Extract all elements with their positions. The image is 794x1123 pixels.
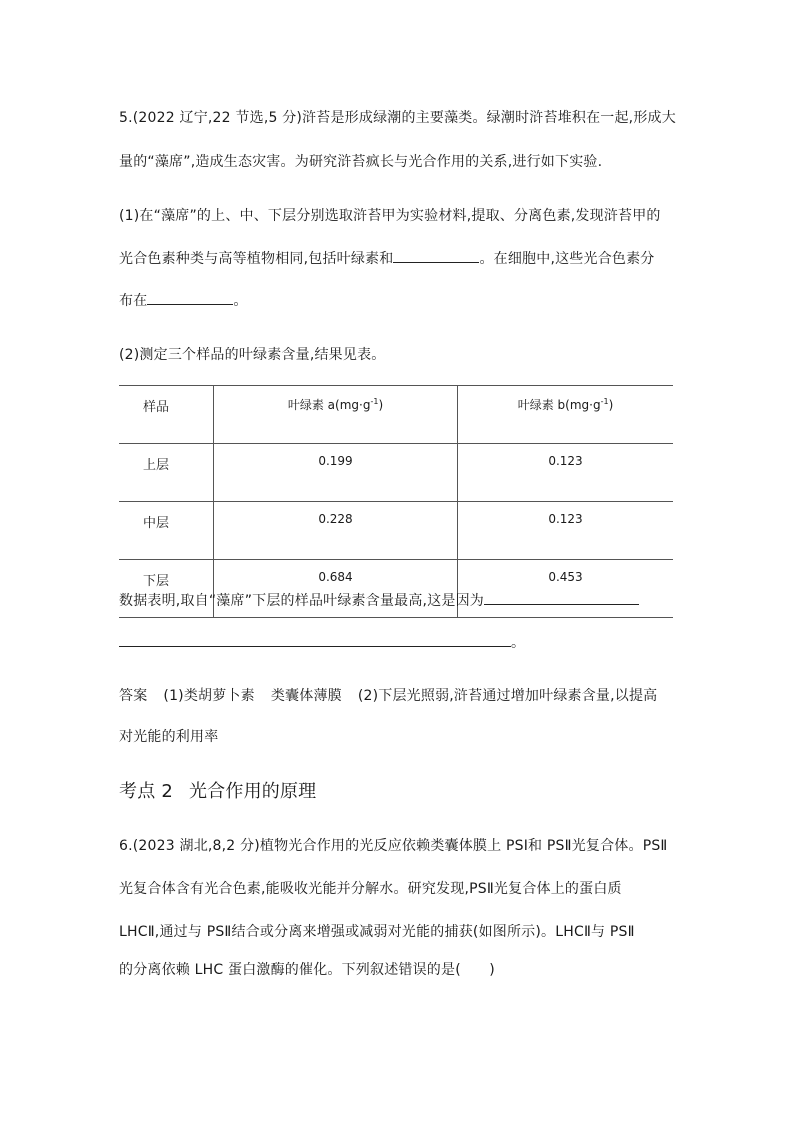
answer-blank-pigment[interactable] <box>393 248 479 263</box>
section-label: 考点 2 <box>119 781 173 802</box>
answer-line-1 <box>119 686 657 706</box>
answer-line-2: 对光能的利用率 <box>119 729 219 745</box>
q5-part1-line-2 <box>119 248 655 269</box>
section-heading <box>119 780 316 804</box>
answer-blank-reason-1[interactable] <box>484 590 639 605</box>
q5-part1-line-1: (1)在“藻席”的上、中、下层分别选取浒苔甲为实验材料,提取、分离色素,发现浒苔甲的 <box>119 208 661 224</box>
table-header-chl-b <box>458 386 674 444</box>
table-header-row <box>119 386 673 444</box>
q5-part2-line: (2)测定三个样品的叶绿素含量,结果见表。 <box>119 347 386 363</box>
table-cell: 下层 <box>143 574 170 589</box>
q6-line-2: 光复合体含有光合色素,能吸收光能并分解水。研究发现,PSⅡ光复合体上的蛋白质 <box>119 881 622 897</box>
table-cell: 0.123 <box>548 512 583 526</box>
q5-after-table-end: 。 <box>511 635 526 651</box>
unit-sup-a: -1 <box>370 397 379 406</box>
unit-close-a: ) <box>378 398 384 412</box>
q5-part1-text-a: 光合色素种类与高等植物相同,包括叶绿素和 <box>119 251 394 267</box>
table-cell: 0.453 <box>548 570 583 584</box>
answer-blank-reason-2[interactable] <box>119 632 511 647</box>
section-title: 光合作用的原理 <box>188 781 317 802</box>
chlorophyll-table <box>119 385 673 618</box>
table-cell: 0.228 <box>214 502 458 560</box>
table-header-chl-a <box>214 386 458 444</box>
table-cell: 0.684 <box>214 560 458 618</box>
answer-part-3: (2)下层光照弱,浒苔通过增加叶绿素含量,以提高 <box>357 688 658 704</box>
table-cell: 上层 <box>143 458 170 473</box>
q5-part1-text-c: 布在 <box>119 293 148 309</box>
q6-line-3: LHCⅡ,通过与 PSⅡ结合或分离来增强或减弱对光能的捕获(如图所示)。LHCⅡ与 PSⅡ <box>119 924 635 940</box>
answer-part-1: (1)类胡萝卜素 <box>163 688 255 704</box>
unit-sup-b: -1 <box>600 397 609 406</box>
answer-label: 答案 <box>119 688 148 704</box>
table-row <box>119 444 673 502</box>
q5-after-table-line-2 <box>119 632 525 653</box>
table-header-chl-a-label: 叶绿素 a(mg·g <box>287 398 371 412</box>
q5-part1-text-b: 。在细胞中,这些光合色素分 <box>479 251 655 267</box>
table-cell: 0.199 <box>214 444 458 502</box>
table-cell: 中层 <box>143 516 170 531</box>
table-cell: 0.123 <box>548 454 583 468</box>
q5-after-table-line-1 <box>119 590 639 611</box>
q5-line-2: 量的“藻席”,造成生态灾害。为研究浒苔疯长与光合作用的关系,进行如下实验. <box>119 154 603 170</box>
table-row <box>119 502 673 560</box>
answer-part-2: 类囊体薄膜 <box>270 688 342 704</box>
table-header-chl-b-label: 叶绿素 b(mg·g <box>517 398 601 412</box>
q5-part1-line-3 <box>119 290 248 311</box>
q6-line-1: 6.(2023 湖北,8,2 分)植物光合作用的光反应依赖类囊体膜上 PSⅠ和 PSⅡ光复合体。PSⅡ <box>119 838 668 854</box>
answer-blank-location[interactable] <box>147 290 233 305</box>
q5-after-table-text: 数据表明,取自“藻席”下层的样品叶绿素含量最高,这是因为 <box>119 593 485 609</box>
q5-part1-text-d: 。 <box>233 293 248 309</box>
q5-line-1: 5.(2022 辽宁,22 节选,5 分)浒苔是形成绿潮的主要藻类。绿潮时浒苔堆积在一起,形成大 <box>119 110 676 126</box>
q6-line-4: 的分离依赖 LHC 蛋白激酶的催化。下列叙述错误的是( ) <box>119 962 495 978</box>
unit-close-b: ) <box>608 398 614 412</box>
table-header-sample: 样品 <box>143 400 170 415</box>
